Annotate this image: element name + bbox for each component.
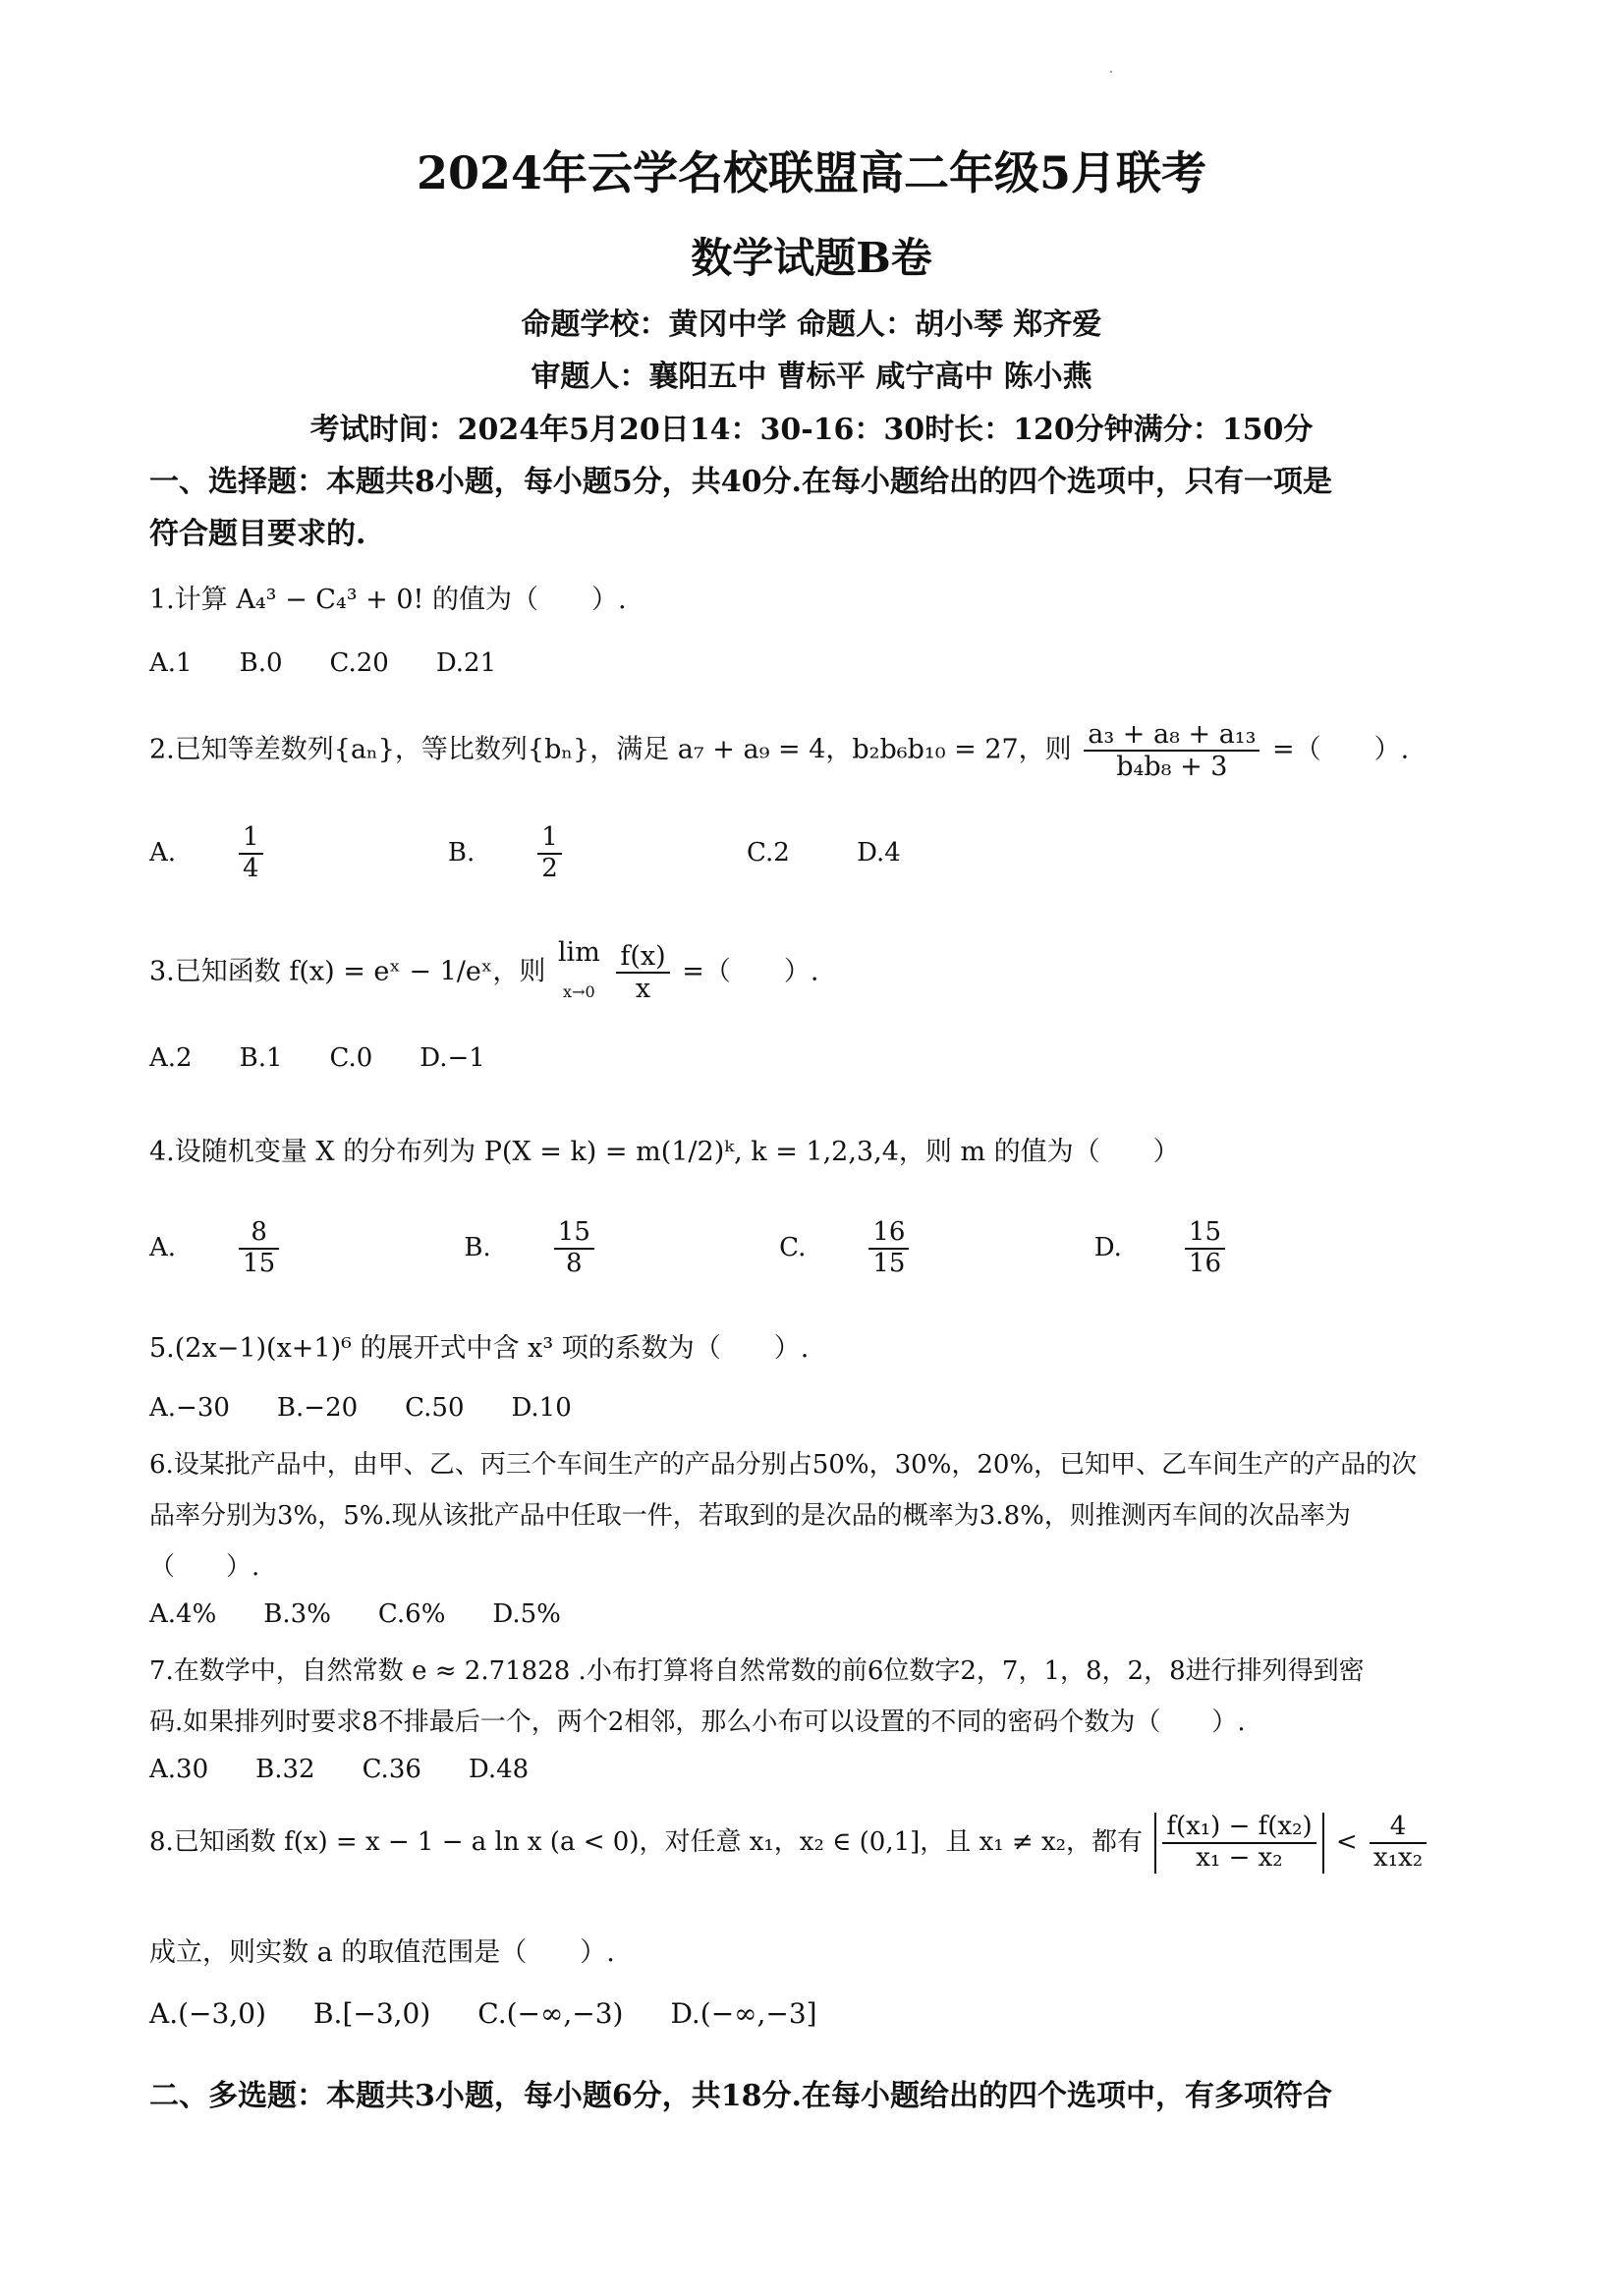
question-2 bbox=[149, 719, 1409, 782]
option-b: B. $\frac{15}{8}$ bbox=[464, 1218, 711, 1279]
exam-title: 2024年云学名校联盟高二年级5月联考 bbox=[416, 146, 1207, 199]
section1-heading: 一、选择题：本题共8小题，每小题5分，共40分.在每小题给出的四个选项中，只有一项是 bbox=[149, 465, 1332, 499]
question-6-line-3: （ ）. bbox=[149, 1552, 260, 1582]
option-d: D.4 bbox=[857, 837, 901, 868]
question-3-tail: =（ ）. bbox=[682, 956, 819, 987]
option-a: A. $\frac{8}{15}$ bbox=[149, 1218, 397, 1279]
option-d: D.(−∞,−3] bbox=[670, 1997, 817, 2030]
question-1-options bbox=[149, 648, 543, 678]
question-2-stem: 2.已知等差数列{aₙ}，等比数列{bₙ}，满足 a₇ + a₉ = 4，b₂b₆b₁₀ = 27，则 bbox=[149, 734, 1072, 765]
question-4: 4.设随机变量 X 的分布列为 P(X = k) = m(1/2)ᵏ, k = 1,2,3,4，则 m 的值为（ ） bbox=[149, 1137, 1180, 1167]
option-d: D. $\frac{15}{16}$ bbox=[1094, 1218, 1343, 1279]
question-7-options bbox=[149, 1755, 576, 1784]
option-c: C.(−∞,−3) bbox=[477, 1997, 624, 2030]
option-d: D.21 bbox=[435, 648, 497, 678]
rhs-fraction: $\frac{4}{\text{x₁x₂}}$ bbox=[1370, 1813, 1427, 1874]
limit-operator: lim x→0 bbox=[557, 937, 600, 1001]
option-a: A. $\frac{1}{4}$ bbox=[149, 823, 381, 884]
question-1: 1.计算 A₄³ − C₄³ + 0! 的值为（ ）. bbox=[149, 585, 627, 615]
question-6-options bbox=[149, 1599, 608, 1629]
option-b: B. $\frac{1}{2}$ bbox=[448, 823, 680, 884]
option-a: A.1 bbox=[149, 648, 193, 678]
option-c: C.36 bbox=[362, 1755, 421, 1784]
option-a: A.4% bbox=[149, 1599, 217, 1629]
less-than-sign: < bbox=[1335, 1826, 1358, 1857]
question-8-stem: 8.已知函数 f(x) = x − 1 − a ln x (a < 0)，对任意 x₁，x₂ ∈ (0,1]，且 x₁ ≠ x₂，都有 bbox=[149, 1826, 1144, 1857]
question-8-line-2: 成立，则实数 a 的取值范围是（ ）. bbox=[149, 1937, 615, 1968]
question-2-options bbox=[149, 823, 960, 884]
question-3 bbox=[149, 933, 819, 1012]
question-5-options bbox=[149, 1393, 619, 1423]
option-a: A.(−3,0) bbox=[149, 1997, 266, 2030]
option-d: D.48 bbox=[468, 1755, 530, 1784]
section2-heading: 二、多选题：本题共3小题，每小题6分，共18分.在每小题给出的四个选项中，有多项符合 bbox=[149, 2079, 1332, 2113]
option-c: C.50 bbox=[405, 1393, 465, 1423]
option-d: D.5% bbox=[492, 1599, 561, 1629]
question-6-line-1: 6.设某批产品中，由甲、乙、丙三个车间生产的产品分别占50%，30%，20%，已知甲、乙车间生产的产品的次 bbox=[149, 1450, 1418, 1480]
scan-speck bbox=[1110, 71, 1112, 73]
option-b: B.3% bbox=[263, 1599, 331, 1629]
option-a: A.2 bbox=[149, 1043, 193, 1073]
option-c: C.0 bbox=[329, 1043, 373, 1073]
question-3-fraction: $\frac{f(x)}{x}$ bbox=[616, 941, 669, 1004]
option-b: B.0 bbox=[239, 648, 283, 678]
question-5: 5.(2x−1)(x+1)⁶ 的展开式中含 x³ 项的系数为（ ）. bbox=[149, 1333, 810, 1364]
option-c: C.20 bbox=[329, 648, 389, 678]
option-c: C. $\frac{16}{15}$ bbox=[779, 1218, 1027, 1279]
question-2-tail: =（ ）. bbox=[1272, 734, 1410, 765]
question-7-line-2: 码.如果排列时要求8不排最后一个，两个2相邻，那么小布可以设置的不同的密码个数为（ ）. bbox=[149, 1708, 1246, 1737]
option-c: C.6% bbox=[377, 1599, 446, 1629]
option-b: B.32 bbox=[255, 1755, 315, 1784]
exam-subtitle: 数学试题B卷 bbox=[691, 234, 932, 282]
question-3-options bbox=[149, 1043, 532, 1073]
section1-heading-cont: 符合题目要求的. bbox=[149, 517, 366, 551]
option-d: D.−1 bbox=[420, 1043, 485, 1073]
option-b: B.−20 bbox=[276, 1393, 359, 1423]
option-b: B.[−3,0) bbox=[312, 1997, 431, 2030]
question-4-options bbox=[149, 1218, 1402, 1279]
option-d: D.10 bbox=[511, 1393, 572, 1423]
option-a: A.30 bbox=[149, 1755, 209, 1784]
absolute-value-fraction: $\frac{\text{f(x₁) − f(x₂)}}{\text{x₁ − x₂}}$ bbox=[1154, 1813, 1323, 1874]
question-7-line-1: 7.在数学中，自然常数 e ≈ 2.71828 .小布打算将自然常数的前6位数字2，7，1，8，2，8进行排列得到密 bbox=[149, 1656, 1365, 1686]
question-2-fraction bbox=[1084, 719, 1259, 782]
exam-time-line: 考试时间：2024年5月20日14：30-16：30时长：120分钟满分：150分 bbox=[309, 413, 1314, 447]
fraction-numerator: a₃ + a₈ + a₁₃ bbox=[1084, 719, 1259, 752]
option-b: B.1 bbox=[239, 1043, 283, 1073]
option-a: A.−30 bbox=[149, 1393, 230, 1423]
reviewer-line: 审题人：襄阳五中 曹标平 咸宁高中 陈小燕 bbox=[531, 360, 1092, 394]
author-line: 命题学校：黄冈中学 命题人：胡小琴 郑齐爱 bbox=[521, 308, 1102, 342]
fraction-denominator: b₄b₈ + 3 bbox=[1116, 752, 1228, 783]
question-3-stem: 3.已知函数 f(x) = eˣ − 1/eˣ，则 bbox=[149, 956, 546, 987]
question-8-options bbox=[149, 1997, 865, 2030]
question-8 bbox=[149, 1813, 1430, 1874]
question-6-line-2: 品率分别为3%，5%.现从该批产品中任取一件，若取到的是次品的概率为3.8%，则推测丙车间的次品率为 bbox=[149, 1501, 1351, 1531]
option-c: C.2 bbox=[747, 837, 790, 868]
